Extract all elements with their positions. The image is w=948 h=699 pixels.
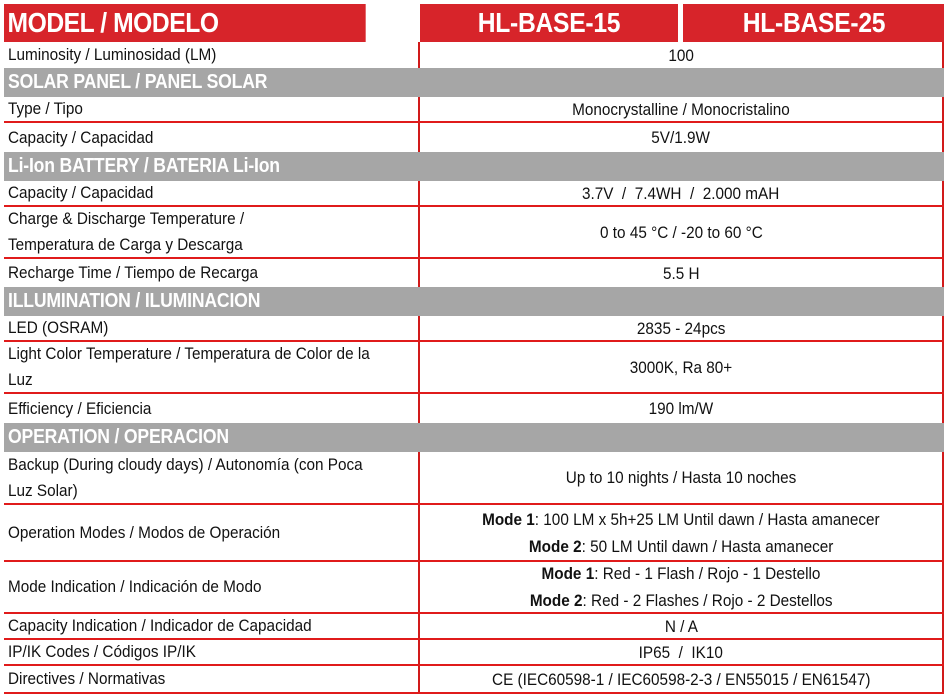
mode-1-line: Mode 1: Red - 1 Flash / Rojo - 1 Destello [541,564,821,583]
mode-2-key: Mode 2 [528,536,582,556]
row-battery-capacity [4,181,944,207]
row-type [4,97,944,123]
row-label: Capacity / Capacidad [8,127,154,147]
row-label: Capacity / Capacidad [8,183,154,202]
row-value: 3.7V / 7.4WH / 2.000 mAH [582,183,780,203]
row-directives [4,666,944,694]
row-solar-capacity [4,123,944,152]
row-label-line1: Light Color Temperature / Temperatura de Color de la [8,344,370,363]
row-value: N / A [664,616,698,636]
row-label: Directives / Normativas [8,669,166,688]
row-capacity-indication [4,614,944,640]
row-value: 0 to 45 °C / -20 to 60 °C [599,222,763,242]
row-mode-indication [4,562,944,614]
row-label-line2: Luz Solar) [8,480,78,500]
row-label-line1: Charge & Discharge Temperature / [8,209,245,228]
row-label-line2: Luz [8,370,33,389]
row-ip-ik [4,640,944,666]
row-label: IP/IK Codes / Códigos IP/IK [8,642,196,661]
mode-1-line: Mode 1: 100 LM x 5h+25 LM Until dawn / Hasta amanecer [482,509,880,529]
table-header [4,4,944,42]
row-recharge-time [4,259,944,287]
row-label: LED (OSRAM) [8,318,109,337]
mode-2-line: Mode 2: Red - 2 Flashes / Rojo - 2 Destellos [529,591,833,610]
row-value: 5V/1.9W [651,128,711,147]
mode-2-line: Mode 2: 50 LM Until dawn / Hasta amanecer [528,536,834,556]
row-label: Efficiency / Eficiencia [8,398,152,418]
row-label-line1: Backup (During cloudy days) / Autonomía (con Poca [8,454,363,474]
section-battery: Li-Ion BATTERY / BATERIA Li-Ion [4,152,944,181]
mode-1-key: Mode 1 [541,564,595,583]
section-illumination: ILLUMINATION / ILUMINACION [4,287,944,316]
row-label: Mode Indication / Indicación de Modo [8,577,262,596]
row-label-line2: Temperatura de Carga y Descarga [8,235,243,254]
row-color-temperature [4,342,944,394]
mode-1-key: Mode 1 [482,509,535,529]
row-backup [4,452,944,505]
row-value: 5.5 H [662,263,700,283]
row-led [4,316,944,342]
section-operation: OPERATION / OPERACION [4,423,944,452]
row-label: Capacity Indication / Indicador de Capacidad [8,616,312,635]
row-label: Luminosity / Luminosidad (LM) [8,45,217,64]
model-header-hl-base-25: HL-BASE-25 [683,4,944,42]
row-value: CE (IEC60598-1 / IEC60598-2-3 / EN55015 / EN61547) [491,669,871,689]
spec-table [4,4,944,694]
row-luminosity [4,42,944,68]
row-value: IP65 / IK10 [638,642,724,662]
model-header-hl-base-15: HL-BASE-15 [420,4,678,42]
row-value: 2835 - 24pcs [636,318,726,338]
row-value: 3000K, Ra 80+ [629,357,733,377]
row-label: Recharge Time / Tiempo de Recarga [8,263,259,282]
mode-2-key: Mode 2 [529,591,583,610]
row-value: Up to 10 nights / Hasta 10 noches [565,468,797,487]
row-efficiency [4,394,944,423]
row-operation-modes [4,505,944,562]
row-label: Type / Tipo [8,99,83,118]
model-header-label: MODEL / MODELO [4,4,366,42]
row-label: Operation Modes / Modos de Operación [8,522,281,542]
section-solar-panel: SOLAR PANEL / PANEL SOLAR [4,68,944,97]
row-value: Monocrystalline / Monocristalino [572,99,790,119]
row-charge-temperature [4,207,944,259]
row-value: 100 [668,45,694,65]
row-value: 190 lm/W [648,399,714,418]
